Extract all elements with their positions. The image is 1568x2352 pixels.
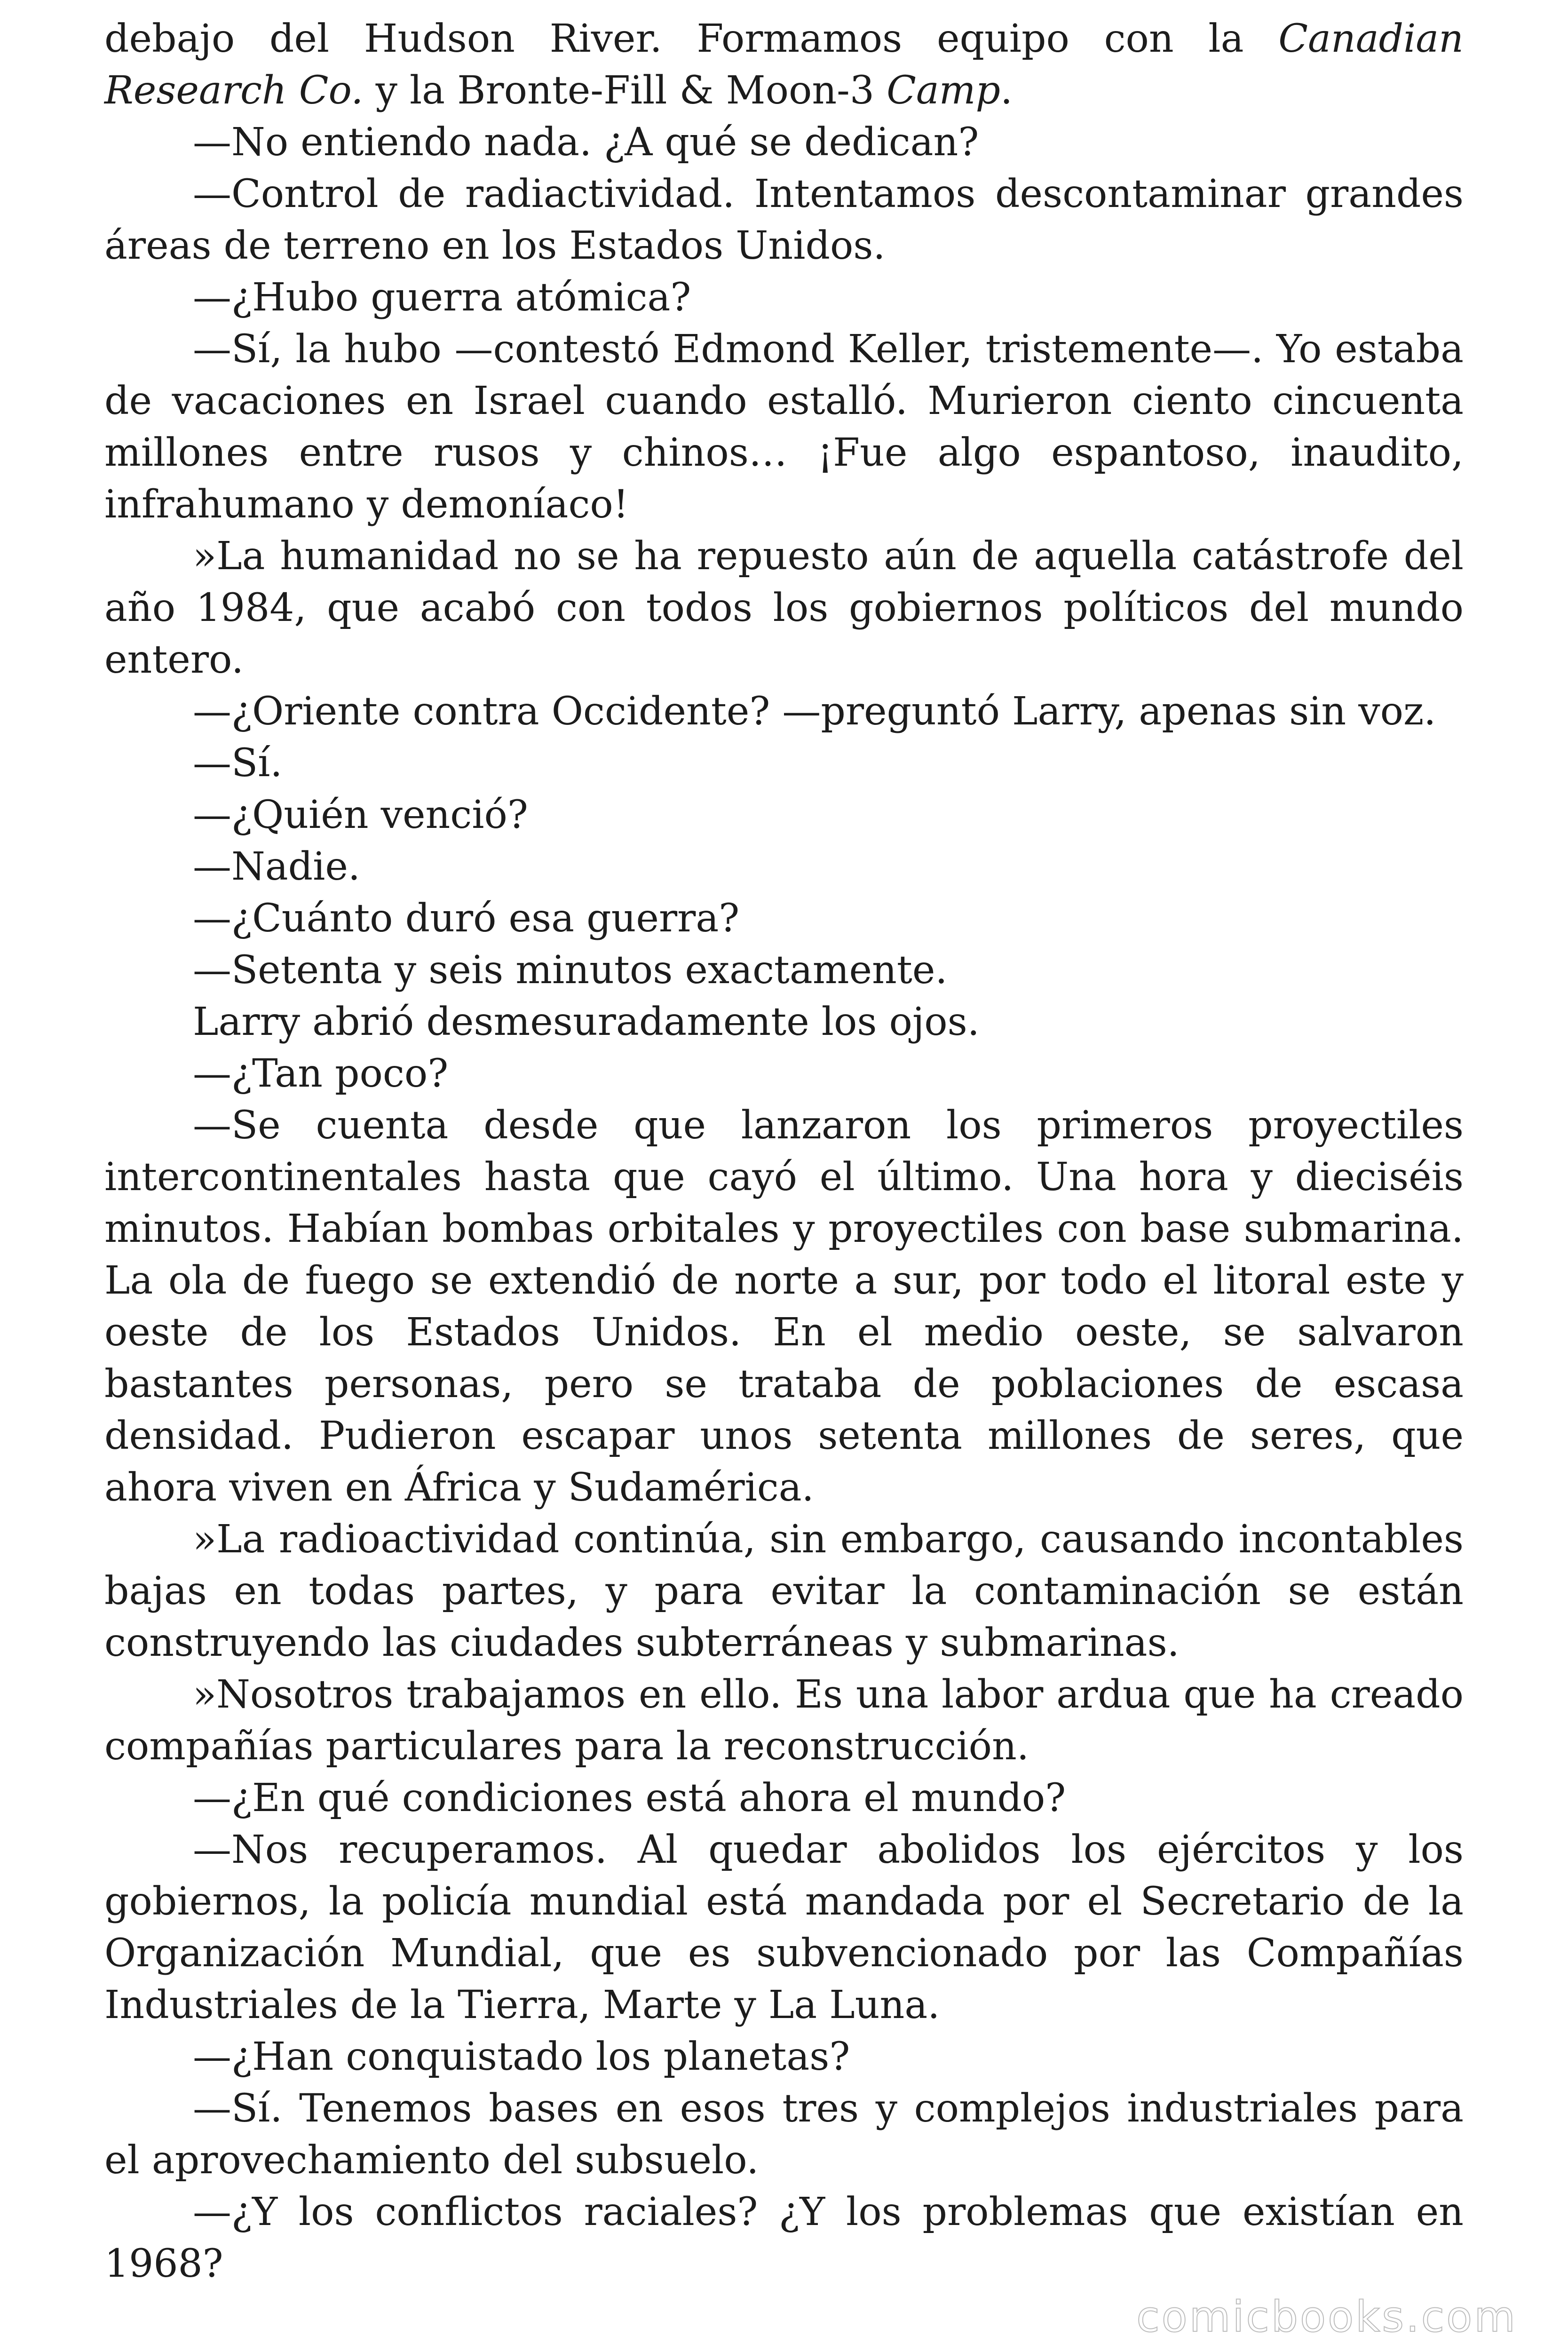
paragraph	[104, 1100, 1464, 1514]
text-run: —Se cuenta desde que lanzaron los primeros proyectiles intercontinentales hasta que cayó el último. Una hora y dieciséis minutos. Habían bombas orbitales y proyectiles con base submarina. La ola de fuego se extendió de norte a sur, por todo el litoral este y oeste de los Estados Unidos. En el medio oeste, se salvaron bastantes personas, pero se trataba de poblaciones de escasa densidad. Pudieron escapar unos setenta millones de seres, que ahora viven en África y Sudamérica.	[104, 1103, 1464, 1510]
text-run: debajo del Hudson River. Formamos equipo con la	[104, 16, 1279, 61]
text-run: —¿En qué condiciones está ahora el mundo?	[193, 1776, 1066, 1820]
text-run: —Sí. Tenemos bases en esos tres y complejos industriales para el aprovechamiento del subsuelo.	[104, 2086, 1464, 2183]
text-run: —¿Y los conflictos raciales? ¿Y los problemas que existían en 1968?	[104, 2190, 1464, 2286]
paragraph	[104, 1048, 1464, 1100]
paragraph	[104, 996, 1464, 1048]
page-text	[104, 13, 1464, 2290]
paragraph	[104, 1824, 1464, 2031]
paragraph	[104, 738, 1464, 789]
text-run: »La humanidad no se ha repuesto aún de aquella catástrofe del año 1984, que acabó con todos los gobiernos políticos del mundo entero.	[104, 534, 1464, 682]
text-run: .	[1000, 68, 1013, 113]
text-run: —¿Quién venció?	[193, 793, 528, 837]
text-run: —Nadie.	[193, 844, 360, 889]
text-run: »Nosotros trabajamos en ello. Es una labor ardua que ha creado compañías particulares para la reconstrucción.	[104, 1672, 1464, 1769]
text-run: —Sí, la hubo —contestó Edmond Keller, tristemente—. Yo estaba de vacaciones en Israel cuando estalló. Murieron ciento cincuenta millones entre rusos y chinos… ¡Fue algo espantoso, inaudito, infrahumano y demoníaco!	[104, 327, 1464, 527]
text-run: —Control de radiactividad. Intentamos descontaminar grandes áreas de terreno en los Estados Unidos.	[104, 172, 1464, 268]
paragraph	[104, 945, 1464, 996]
paragraph	[104, 893, 1464, 945]
paragraph	[104, 1514, 1464, 1669]
text-run: —¿Tan poco?	[193, 1051, 449, 1096]
text-run: y la Bronte-Fill & Moon-3	[363, 68, 887, 113]
text-run: —¿Oriente contra Occidente? —preguntó Larry, apenas sin voz.	[193, 689, 1436, 734]
text-run: —¿Cuánto duró esa guerra?	[193, 896, 740, 941]
paragraph	[104, 1669, 1464, 1772]
paragraph	[104, 272, 1464, 324]
watermark: comicbooks.com	[1136, 2292, 1517, 2342]
text-run: —¿Hubo guerra atómica?	[193, 275, 691, 320]
italic-text: Camp	[887, 68, 1000, 113]
paragraph	[104, 2186, 1464, 2290]
paragraph	[104, 117, 1464, 168]
text-run: »La radioactividad continúa, sin embargo, causando incontables bajas en todas partes, y para evitar la contaminación se están construyendo las ciudades subterráneas y submarinas.	[104, 1517, 1464, 1665]
paragraph	[104, 168, 1464, 272]
paragraph	[104, 13, 1464, 117]
text-run: —Nos recuperamos. Al quedar abolidos los ejércitos y los gobiernos, la policía mundial está mandada por el Secretario de la Organización Mundial, que es subvencionado por las Compañías Industriales de la Tierra, Marte y La Luna.	[104, 1828, 1464, 2027]
paragraph	[104, 2083, 1464, 2186]
text-run: —Setenta y seis minutos exactamente.	[193, 948, 948, 993]
paragraph	[104, 686, 1464, 738]
text-run: —¿Han conquistado los planetas?	[193, 2034, 850, 2079]
text-run: —No entiendo nada. ¿A qué se dedican?	[193, 120, 979, 165]
italic-text: Canadian Research Co.	[104, 16, 1464, 113]
text-run: Larry abrió desmesuradamente los ojos.	[193, 1000, 980, 1044]
paragraph	[104, 789, 1464, 841]
text-run: —Sí.	[193, 741, 283, 786]
paragraph	[104, 324, 1464, 531]
paragraph	[104, 2031, 1464, 2083]
paragraph	[104, 1772, 1464, 1824]
paragraph	[104, 531, 1464, 686]
paragraph	[104, 841, 1464, 893]
